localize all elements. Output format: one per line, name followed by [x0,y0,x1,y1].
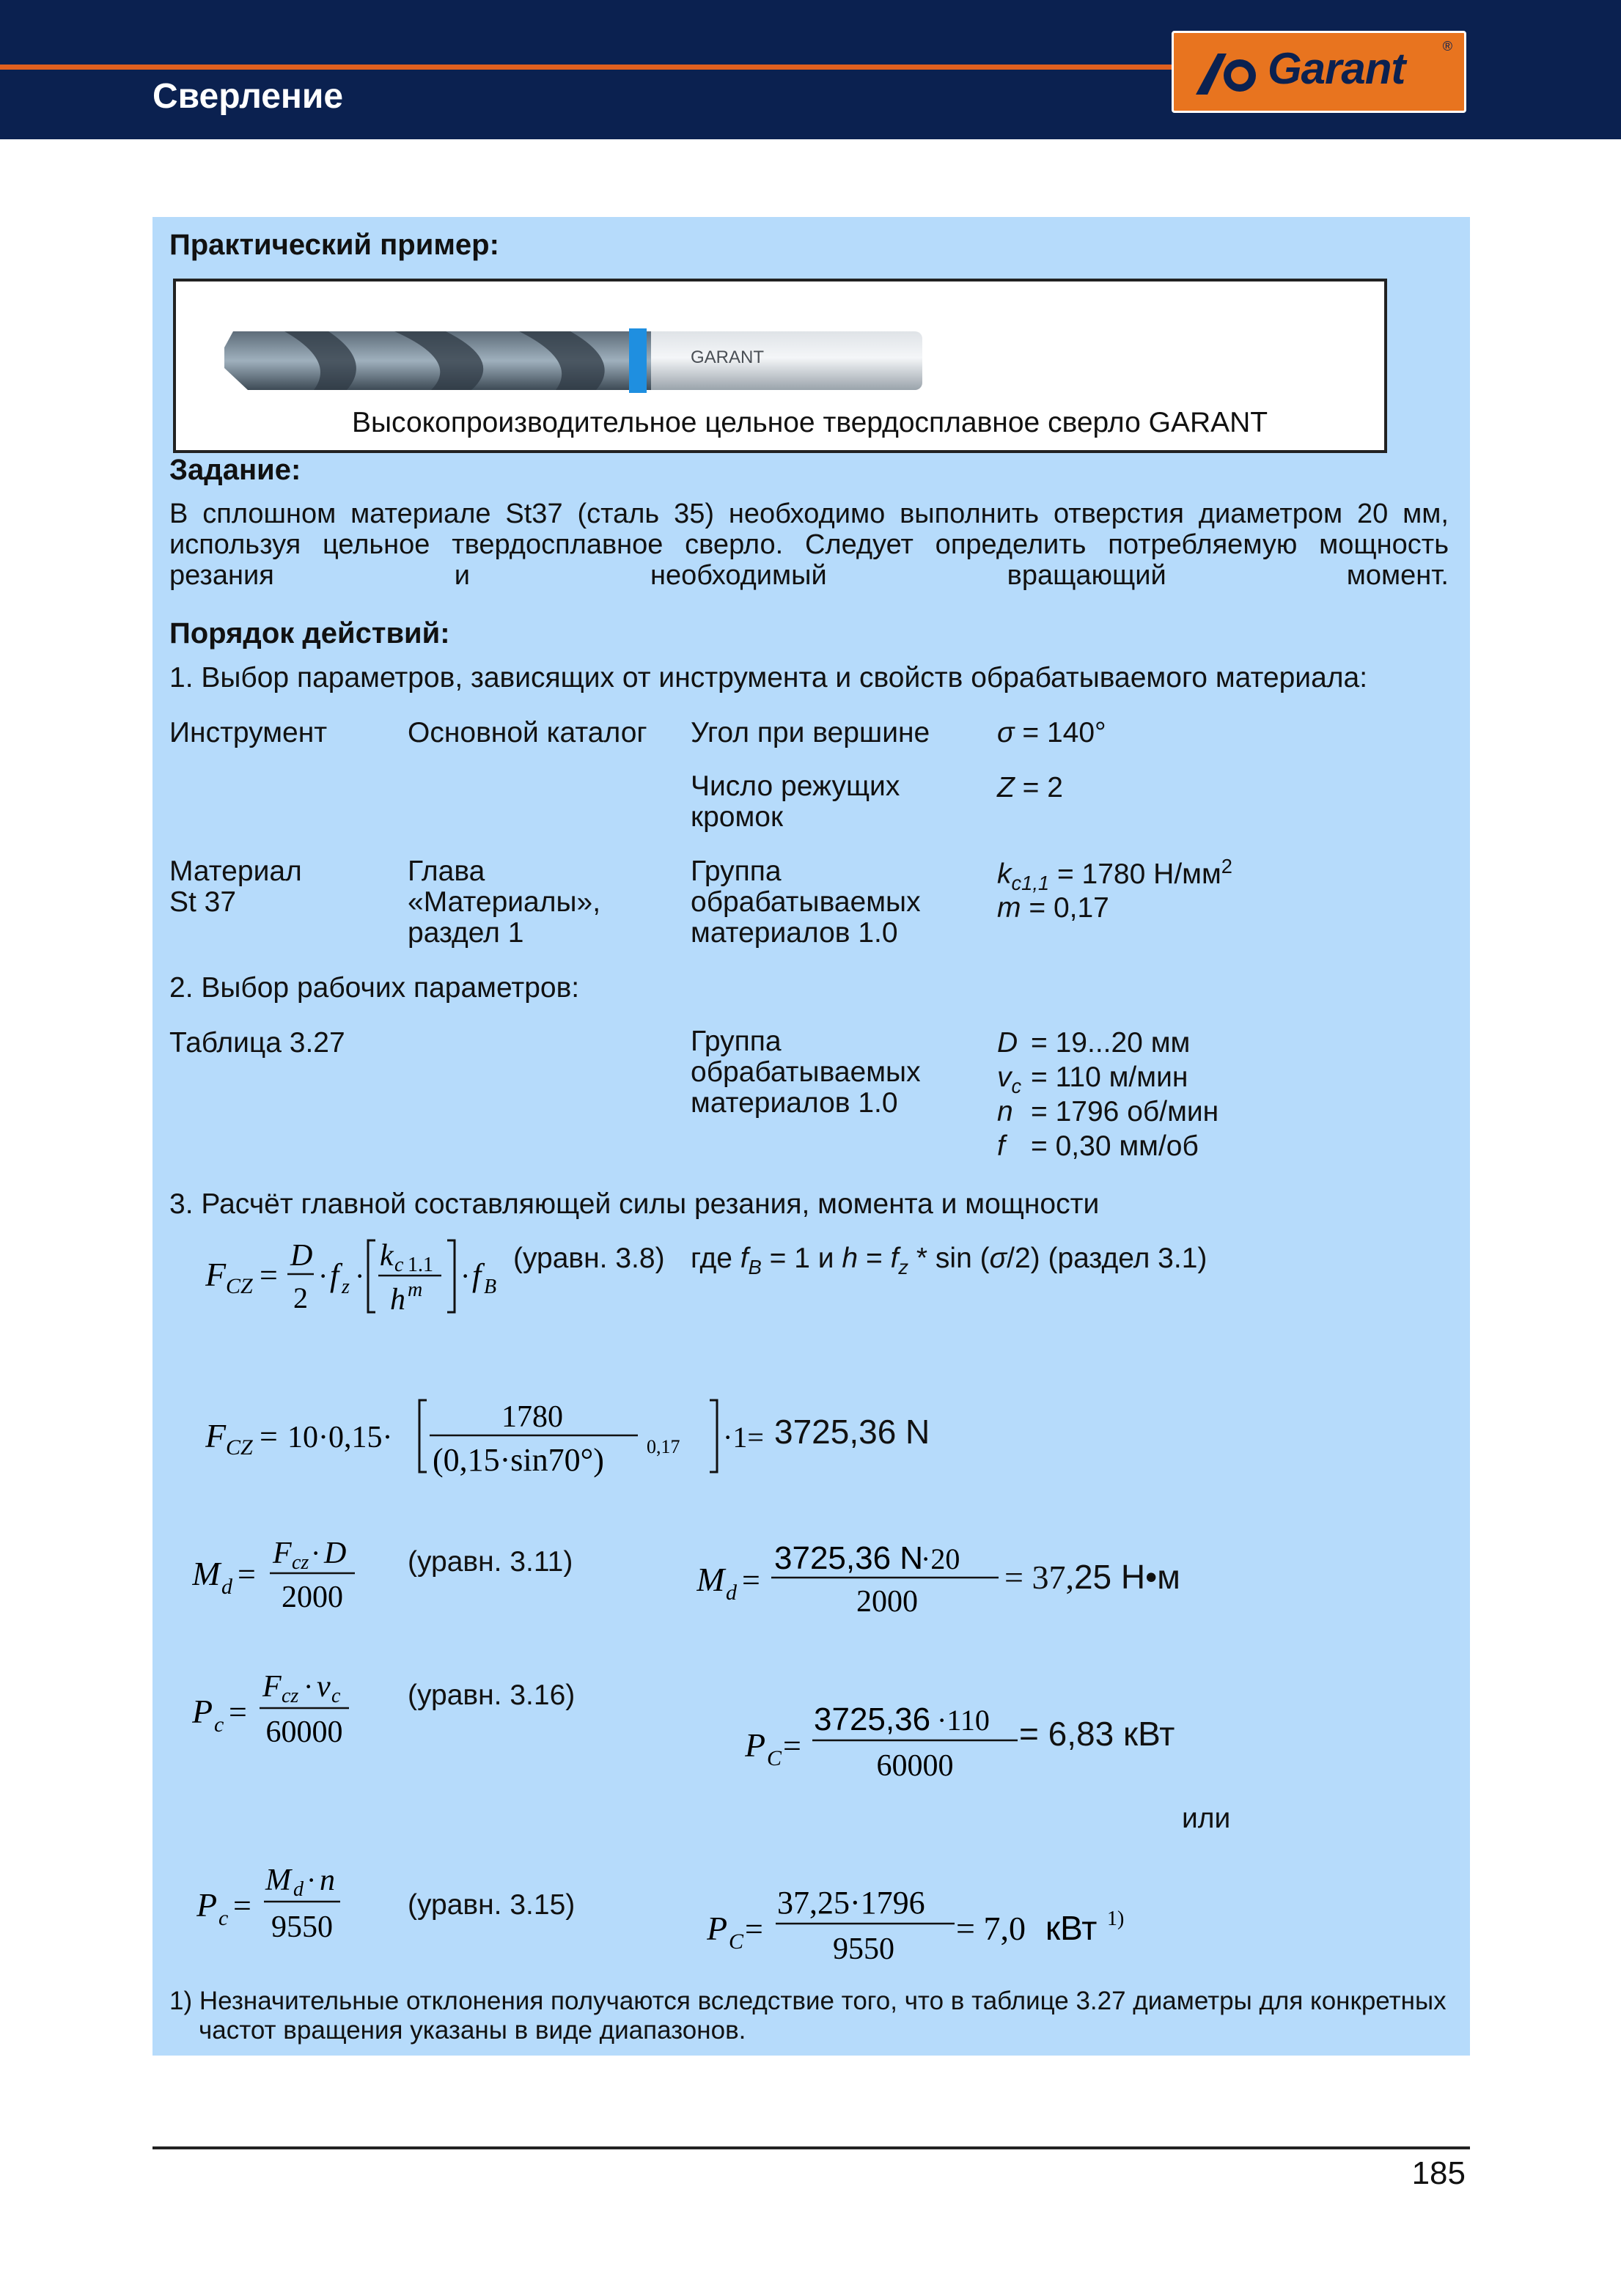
fcz-note: где $f_B = 1$ и $h = f_z * \sin (\sigma/2)$ (раздел 3.1) [691,1243,1208,1278]
svg-text:=: = [233,1888,251,1924]
row1-tool: Инструмент [169,717,328,748]
procedure-heading: Порядок действий: [169,617,450,650]
row4-rotation-speed: n = 1796 об/мин [997,1096,1219,1127]
row4-table: Таблица 3.27 [169,1027,345,1059]
md-numeric-numerator-value: 3725,36 N [774,1540,924,1576]
logo-registered-mark: ® [1442,39,1452,54]
garant-logo-icon [1196,51,1262,97]
svg-text:M: M [192,1555,221,1592]
logo-wordmark: Garant [1268,44,1405,93]
row3-material: Материал St 37 [169,856,302,918]
section-title: Сверление [152,77,344,116]
svg-text:F: F [262,1670,282,1704]
pc-numeric-315-footnote-mark: 1) [1107,1907,1125,1930]
step-3-text: 3. Расчёт главной составляющей силы резания, момента и мощности [169,1188,1100,1220]
svg-text:=: = [229,1694,247,1730]
svg-text:F: F [205,1417,227,1454]
md-result: = 37,25 Н•м [1004,1558,1180,1596]
pc-315-reference: (уравн. 3.15) [408,1889,576,1921]
row4-diameter: D = 19...20 мм [997,1027,1191,1059]
svg-text:·: · [318,1259,328,1292]
svg-text:CZ: CZ [226,1274,253,1298]
pc-numeric-315-unit: кВт [1045,1909,1098,1947]
svg-text:·1=: ·1= [723,1421,764,1454]
row3-kc-value: $k_{c1,1} = 1780$ $Н/мм^2$ [997,855,1232,894]
task-heading: Задание: [169,454,301,486]
svg-text:=: = [260,1257,278,1293]
svg-text:2: 2 [293,1281,308,1314]
svg-text:B: B [484,1276,497,1298]
svg-text:P: P [192,1693,213,1730]
svg-text:F: F [273,1537,292,1570]
row3-material-group: Группа обрабатываемых материалов 1.0 [691,856,921,949]
svg-text:P: P [707,1910,728,1947]
footer-rule [152,2146,1470,2149]
pc-numeric-315-equals: = 7,0 [956,1910,1026,1947]
svg-text:·: · [460,1259,471,1292]
svg-text:d: d [726,1581,737,1605]
example-heading: Практический пример: [169,229,499,261]
step-2-text: 2. Выбор рабочих параметров: [169,972,580,1004]
pc-316-result: = 6,83 кВт [1019,1715,1175,1753]
svg-text:cz: cz [282,1685,299,1707]
formula-pc-general-316 [192,1661,368,1756]
pc-316-reference: (уравн. 3.16) [408,1679,576,1711]
fcz-numeric-lhs: 10·0,15· [287,1421,393,1454]
page-number: 185 [1411,2155,1466,2191]
svg-text:d: d [221,1575,232,1599]
svg-text:1.1: 1.1 [408,1254,433,1276]
svg-text:P: P [196,1886,218,1924]
drill-image-box [173,279,1387,453]
row2-value: Z = 2 [997,772,1063,803]
svg-text:d: d [293,1878,304,1901]
svg-text:D: D [290,1239,313,1273]
md-numeric-numerator-factor: ·20 [921,1542,960,1575]
svg-text:z: z [342,1276,350,1298]
page-header [0,0,1621,139]
svg-text:C: C [729,1929,744,1954]
svg-text:=: = [783,1728,801,1764]
formula-md-numeric [696,1534,1019,1625]
drill-caption: Высокопроизводительное цельное твердосплавное сверло GARANT [352,407,1268,438]
svg-text:h: h [390,1283,405,1317]
svg-text:·: · [355,1259,365,1292]
drill-label: GARANT [691,347,765,367]
pc-numeric-316-denominator: 60000 [876,1749,954,1783]
row2-cutting-edges: Число режущих кромок [691,770,900,833]
row1-catalog: Основной каталог [408,717,647,748]
drill-illustration [218,309,937,405]
svg-text:D: D [324,1537,347,1570]
svg-text:=: = [238,1556,256,1592]
svg-text:v: v [317,1670,331,1704]
fcz-numeric-numerator: 1780 [501,1400,563,1434]
svg-text:CZ: CZ [226,1435,253,1460]
garant-logo [1172,31,1466,113]
row4-feed: f = 0,30 мм/об [997,1130,1199,1162]
svg-text:c: c [218,1906,229,1930]
pc-numeric-316-factor: ·110 [937,1704,990,1737]
pc-numeric-316-value: 3725,36 [814,1701,931,1737]
svg-text:n: n [320,1863,335,1897]
formula-md-general [192,1526,368,1622]
svg-text:P: P [745,1726,766,1764]
svg-text:m: m [408,1278,423,1301]
row3-m-value: m = 0,17 [997,892,1109,924]
formula-pc-numeric-315 [707,1878,1147,1969]
svg-text:60000: 60000 [265,1715,343,1749]
svg-text:M: M [265,1863,291,1897]
svg-text:f: f [472,1257,482,1293]
row1-value: σ = 140° [997,717,1106,748]
fcz-result: 3725,36 N [774,1413,930,1451]
svg-text:c: c [394,1254,404,1276]
md-reference: (уравн. 3.11) [408,1546,573,1578]
row3-chapter: Глава «Материалы», раздел 1 [408,856,601,949]
svg-text:F: F [205,1256,227,1293]
svg-text:=: = [745,1911,763,1947]
pc-numeric-315-denominator: 9550 [833,1932,894,1966]
svg-text:=: = [742,1562,760,1598]
header-accent-line [0,65,1173,70]
svg-text:cz: cz [292,1551,309,1574]
fcz-reference: (уравн. 3.8) [513,1243,665,1274]
or-text: или [1182,1803,1231,1834]
svg-text:·: · [311,1537,321,1570]
row4-material-group: Группа обрабатываемых материалов 1.0 [691,1026,921,1119]
formula-fcz-general [205,1229,513,1324]
pc-numeric-315-numerator: 37,25·1796 [777,1885,925,1921]
task-text: В сплошном материале St37 (сталь 35) необходимо выполнить отверстия диаметром 20 мм, используя цельное твердосплавное сверло. Следует определить потребляемую мощность резания и необходимый вращающий момент. [169,498,1449,591]
svg-text:2000: 2000 [282,1581,343,1614]
formula-pc-general-315 [196,1855,372,1950]
formula-fcz-numeric [205,1390,777,1485]
formula-pc-numeric-316 [745,1695,1038,1786]
svg-text:k: k [380,1239,394,1273]
svg-text:f: f [330,1257,339,1293]
svg-text:M: M [696,1561,725,1598]
footnote: 1) Незначительные отклонения получаются вследствие того, что в таблице 3.27 диаметры для конкретных частот вращения указаны в виде диапазонов. [169,1987,1447,2045]
step-1-text: 1. Выбор параметров, зависящих от инструмента и свойств обрабатываемого материала: [169,662,1368,693]
svg-text:9550: 9550 [271,1910,333,1944]
svg-text:c: c [331,1685,341,1707]
svg-text:=: = [260,1419,278,1454]
svg-text:C: C [767,1746,782,1770]
fcz-numeric-denominator: (0,15·sin70°) [433,1442,604,1478]
fcz-numeric-exponent: 0,17 [647,1436,680,1457]
svg-text:c: c [214,1712,224,1737]
svg-text:·: · [306,1863,317,1896]
row1-point-angle: Угол при вершине [691,717,930,748]
row4-cutting-speed: $v_c = 110$ м/мин [997,1061,1188,1097]
md-numeric-denominator: 2000 [856,1585,918,1619]
svg-text:·: · [304,1670,314,1703]
